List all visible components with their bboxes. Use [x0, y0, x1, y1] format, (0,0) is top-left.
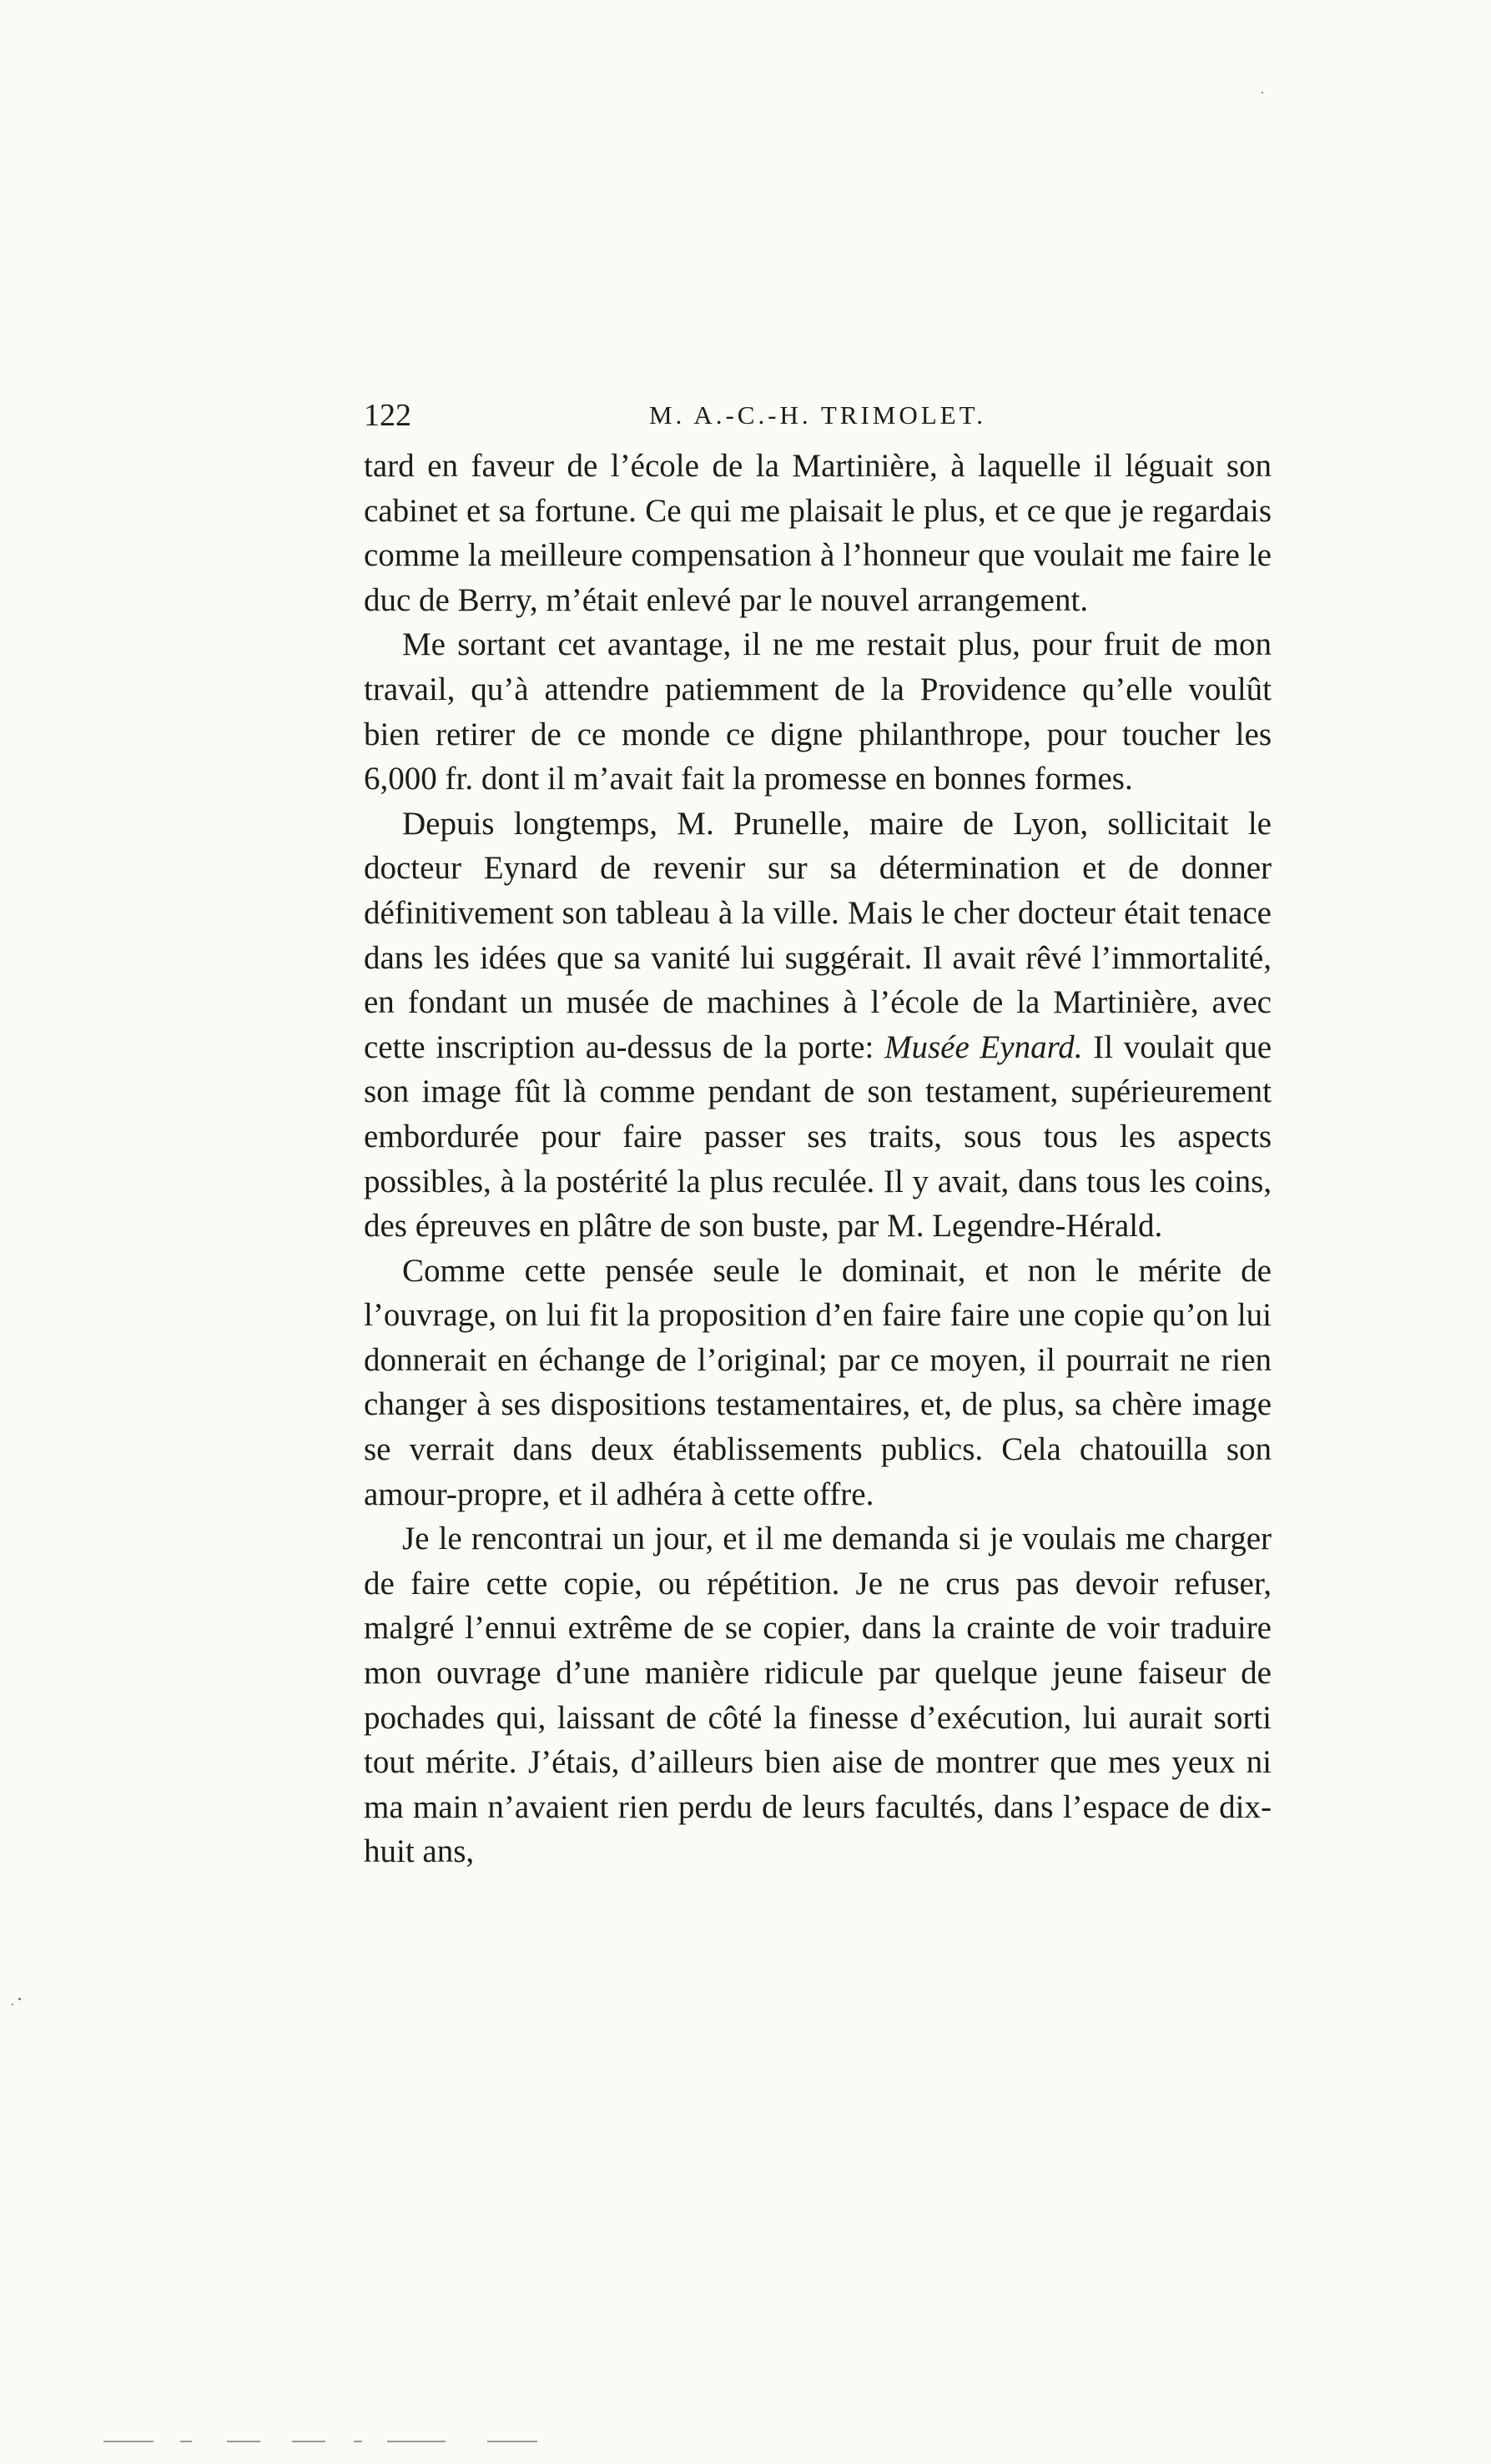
running-head: [364, 390, 1272, 440]
scan-mark: [292, 2441, 325, 2442]
paragraph-3-text-before: Depuis longtemps, M. Prunelle, maire de Lyon, sollicitait le docteur Eynard de revenir sur sa détermination et de donner définitivement son tableau à la ville. Mais le cher docteur était tenace dans les idées que sa vanité lui suggérait. Il avait rêvé l’immortalité, en fondant un musée de machines à l’école de la Martinière, avec cette inscription au-dessus de la porte:: [364, 805, 1272, 1065]
page-number: 122: [364, 398, 411, 433]
scan-mark: [180, 2441, 192, 2442]
paragraph-2: Me sortant cet avantage, il ne me restait plus, pour fruit de mon travail, qu’à attendre patiemment de la Providence qu’elle voulût bien retirer de ce monde ce digne philanthrope, pour toucher les 6,000 fr. dont il m’avait fait la promesse en bonnes formes.: [364, 626, 1272, 797]
paragraph-3-italic-title: Musée Eynard.: [884, 1028, 1083, 1065]
paragraph-3-text-after: Il voulait que son image fût là comme pendant de son testament, supérieurement embordurée pour faire passer ses traits, sous tous les aspects possibles, à la postérité la plus reculée. Il y avait, dans tous les coins, des épreuves en plâtre de son buste, par M. Legendre-Hérald.: [364, 1028, 1272, 1245]
margin-speck: [18, 1998, 21, 2000]
paragraph-5: Je le rencontrai un jour, et il me demanda si je voulais me charger de faire cette copie, ou répétition. Je ne crus pas devoir refuser, malgré l’ennui extrême de se copier, dans la crainte de voir traduire mon ouvrage d’une manière ridicule par quelque jeune faiseur de pochades qui, laissant de côté la finesse d’exécution, lui aurait sorti tout mérite. J’étais, d’ailleurs bien aise de montrer que mes yeux ni ma main n’avaient rien perdu de leurs facultés, dans l’espace de dix-huit ans,: [364, 1521, 1272, 1870]
running-title: M. A.-C.-H. TRIMOLET.: [648, 400, 987, 430]
margin-speck: [1262, 92, 1263, 93]
scan-mark: [487, 2441, 537, 2442]
scan-mark: [227, 2441, 260, 2442]
margin-speck: [12, 2004, 13, 2005]
scan-edge-marks: [103, 2437, 554, 2446]
book-page: [364, 390, 1272, 1874]
paragraph-4: Comme cette pensée seule le dominait, et non le mérite de l’ouvrage, on lui fit la proposition d’en faire faire une copie qu’on lui donnerait en échange de l’original; par ce moyen, il pourrait ne rien changer à ses dispositions testamentaires, et, de plus, sa chère image se verrait dans deux établissements publics. Cela chatouilla son amour-propre, et il adhéra à cette offre.: [364, 1252, 1272, 1512]
scan-mark: [387, 2441, 446, 2442]
paragraph-1: tard en faveur de l’école de la Martinière, à laquelle il léguait son cabinet et sa fortune. Ce qui me plaisait le plus, et ce que je regardais comme la meilleure compensation à l’honneur que voulait me faire le duc de Berry, m’était enlevé par le nouvel arrangement.: [364, 448, 1272, 618]
body-text: [364, 444, 1272, 1874]
paragraph-3: [364, 802, 1272, 1249]
scan-mark: [354, 2441, 362, 2442]
scan-mark: [103, 2441, 154, 2442]
